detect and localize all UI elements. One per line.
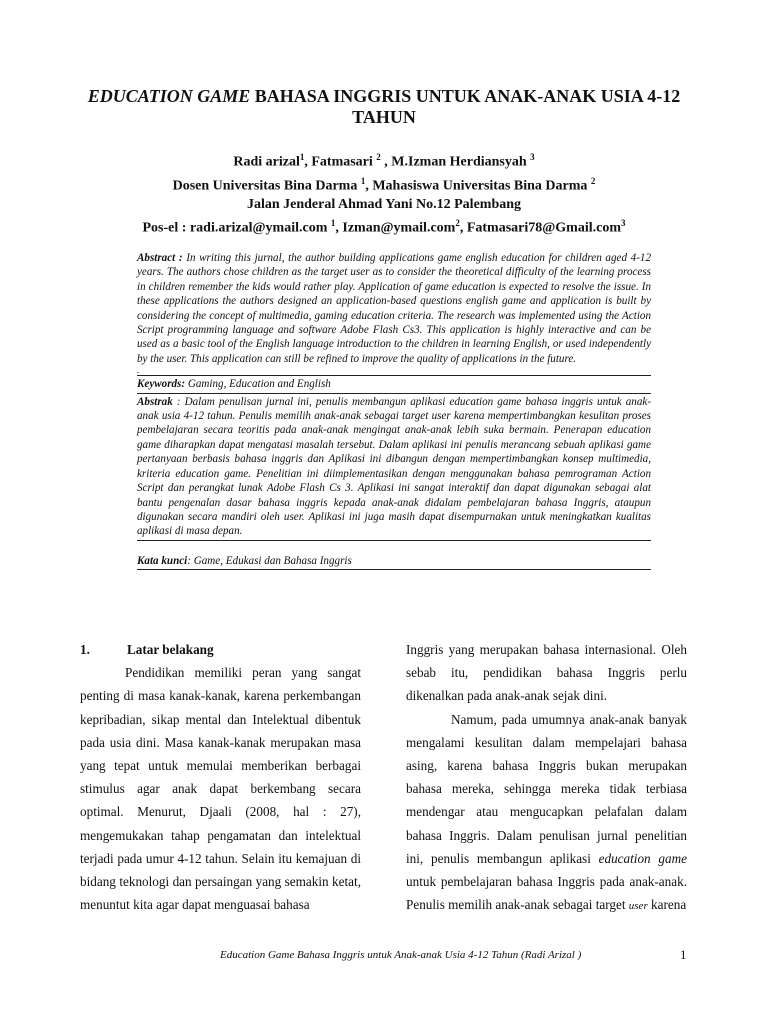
abstract-block: [137, 251, 651, 571]
author-3: , M.Izman Herdiansyah: [380, 154, 531, 170]
section-title: Latar belakang: [127, 642, 214, 657]
email-3: , Fatmasari78@Gmail.com: [459, 220, 621, 236]
running-footer: Education Game Bahasa Inggris untuk Anak-anak Usia 4-12 Tahun (Radi Arizal ): [220, 949, 582, 961]
email-label: Pos-el :: [142, 220, 190, 236]
body-column-right: [406, 638, 687, 918]
abstrak-text: : Dalam penulisan jurnal ini, penulis membangun aplikasi education game bahasa inggris untuk anak-anak usia 4-12 tahun. Penulis memilih anak-anak sebagai target user karena mempertimbangkan kesulitan proses pembelajaran secara teoritis pada anak-anak mengingat anak-anak lebih suka bermain. Penerapan education game diharapkan dapat mengatasi masalah tersebut. Dalam aplikasi ini penulis merancang sebuah aplikasi game pertanyaan berbasis bahasa inggris dan Aplikasi ini dibangun dengan mempertimbangkan konsep multimedia, kriteria education game. Penelitian ini diimplementasikan dengan menggunakan bahasa pemrograman Action Script dan perangkat lunak Adobe Flash Cs 3. Aplikasi ini sangat interaktif dan dapat digunakan sebagai alat bantu pengenalan dasar bahasa inggris kepada anak-anak didalam pembelajaran bahasa Inggris, ataupun digunakan secara mandiri oleh user. Aplikasi ini juga masih dapat disempurnakan untuk meningkatkan kualitas aplikasi di masa depan.: [137, 395, 651, 538]
email-1-sup: 1: [330, 218, 336, 229]
italic-term: education game: [598, 850, 687, 866]
divider: [137, 569, 651, 570]
paragraph: Pendidikan memiliki peran yang sangat penting di masa kanak-kanak, karena perkembangan kepribadian, sikap mental dan Intelektual dibentuk pada usia dini. Masa kanak-kanak merupakan masa yang tepat untuk memulai memberikan berbagai stimulus agar anak dapat berkembang secara optimal. Menurut, Djaali (2008, hal : 27), mengemukakan tahap pengamatan dan intelektual terjadi pada umur 4-12 tahun. Selain itu kemajuan di bidang teknologi dan persaingan yang semakin ketat, menuntut kita agar dapat menguasai bahasa: [80, 665, 361, 913]
author-3-sup: 3: [530, 152, 535, 162]
keywords-indonesian: [137, 554, 651, 568]
divider: [137, 540, 651, 541]
author-address: Jalan Jenderal Ahmad Yani No.12 Palembang: [246, 197, 522, 213]
affiliation-2: , Mahasiswa Universitas Bina Darma: [365, 178, 591, 194]
section-heading: [80, 638, 361, 661]
abstract-indonesian: [137, 395, 651, 539]
divider: [137, 393, 651, 394]
title-italic: EDUCATION GAME: [87, 86, 251, 106]
paper-title: [80, 86, 688, 128]
affiliation-1-sup: 1: [360, 175, 366, 186]
kata-kunci-text: : Game, Edukasi dan Bahasa Inggris: [187, 554, 352, 567]
keywords-english: [137, 377, 651, 391]
affiliation-2-sup: 2: [590, 175, 596, 186]
keywords-label: Keywords:: [137, 378, 186, 391]
text-run: Namum, pada umumnya anak-anak banyak mengalami kesulitan dalam mempelajari bahasa asing, karena bahasa Inggris bukan merupakan bahasa mereka, sehingga mereka tidak terbiasa mendengar atau mengucapkan pelafalan dalam bahasa Inggris. Dalam penulisan jurnal penelitian ini, penulis membangun aplikasi: [406, 711, 687, 866]
email-3-sup: 3: [621, 218, 626, 229]
author-1: Radi arizal: [233, 154, 300, 170]
author-2-sup: 2: [376, 152, 381, 162]
abstract-dot: .: [137, 365, 140, 376]
email-2-sup: 2: [455, 218, 460, 229]
title-rest: BAHASA INGGRIS UNTUK ANAK-ANAK USIA 4-12 TAHUN: [250, 86, 681, 127]
italic-term: user: [628, 900, 648, 913]
kata-kunci-label: Kata kunci: [137, 554, 188, 567]
abstract-label: Abstract :: [137, 252, 183, 264]
author-2: , Fatmasari: [304, 154, 377, 170]
author-affiliations: [60, 172, 708, 196]
author-1-sup: 1: [299, 152, 305, 162]
author-names: [60, 148, 708, 172]
paragraph: [406, 708, 687, 919]
text-run: karena: [647, 897, 687, 913]
keywords-text: Gaming, Education and English: [185, 378, 331, 391]
affiliation-1: Dosen Universitas Bina Darma: [172, 178, 361, 194]
email-1: radi.arizal@ymail.com: [189, 220, 331, 236]
abstract-text: In writing this jurnal, the author building applications game english education for children aged 4-12 years. The authors chose children as the target user as to consider the theoretical difficulty of the learning process in children remember the kids would rather play. Application of game education is expected to resolve the issue. In these applications the authors designed an application-based questions english game and application is built by considering the concept of multimedia, gaming education criteria. The research was implemented using the Action Script programming language and software Adobe Flash Cs3. This application is highly interactive and can be used as a basic tool of the English language introduction to the children in learning English, or used independently by the user. This application can still be refined to improve the quality of applications in the future.: [137, 252, 651, 365]
text-run: untuk pembelajaran bahasa Inggris pada anak-anak. Penulis memilih anak-anak sebagai target: [406, 874, 687, 913]
abstract-english: [137, 251, 651, 366]
abstrak-label: Abstrak: [137, 395, 173, 408]
email-2: , Izman@ymail.com: [335, 220, 456, 236]
divider: [137, 375, 651, 376]
page-number: 1: [680, 947, 687, 962]
body-column-left: [80, 638, 361, 916]
section-number: 1.: [80, 642, 90, 657]
author-block: [60, 148, 708, 238]
paragraph: Inggris yang merupakan bahasa internasional. Oleh sebab itu, pendidikan bahasa Inggris perlu dikenalkan pada anak-anak sejak dini.: [406, 642, 687, 704]
author-emails: [60, 214, 708, 238]
